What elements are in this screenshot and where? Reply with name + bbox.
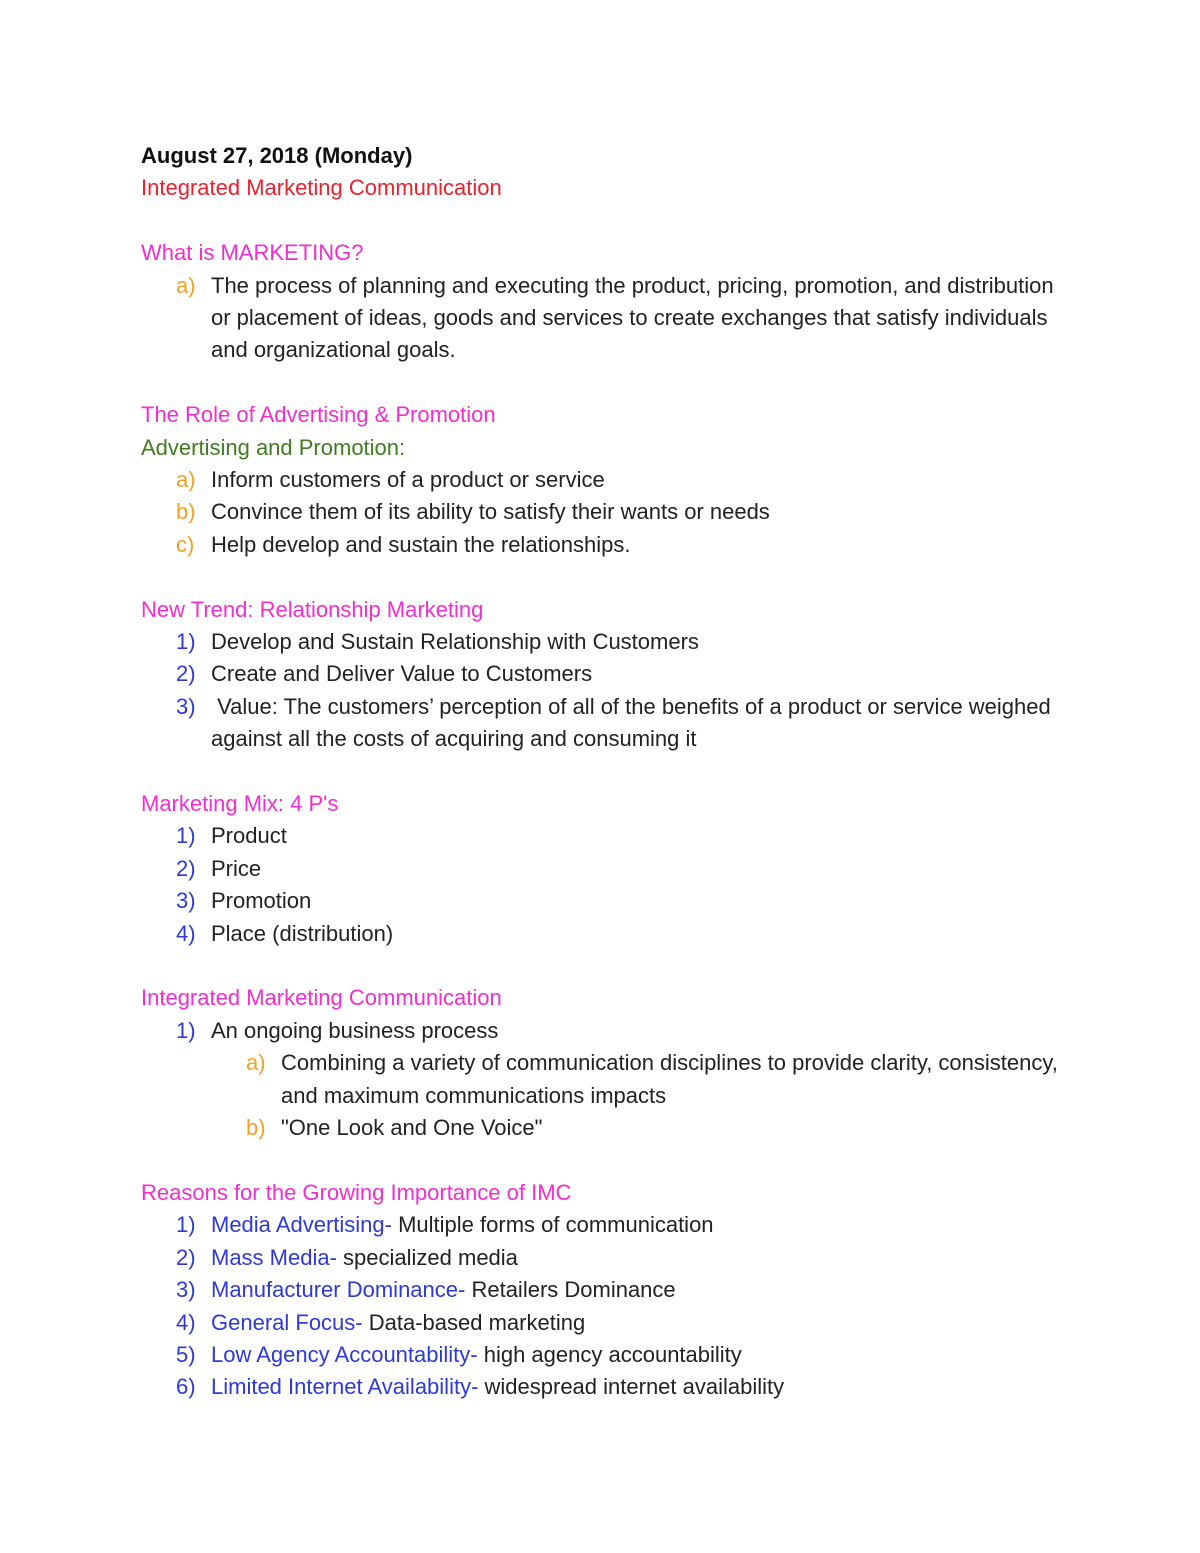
section-subheading: Advertising and Promotion:	[141, 434, 406, 460]
list-item	[141, 1307, 1061, 1339]
list-marker: b)	[176, 499, 196, 525]
list-marker: 4)	[176, 1309, 196, 1335]
section-heading-imc: Integrated Marketing Communication	[141, 985, 502, 1011]
list-item-text: Create and Deliver Value to Customers	[211, 661, 593, 687]
list-item	[141, 820, 1061, 852]
list-item-text: Inform customers of a product or service	[211, 467, 605, 493]
list-item	[141, 464, 1061, 496]
list-item	[141, 1209, 1061, 1241]
list-item-text: The process of planning and executing the product, pricing, promotion, and distribution or placement of ideas, goods and services to create exchanges that satisfy individuals and organizational goals.	[211, 272, 1054, 363]
list-item-desc: high agency accountability	[477, 1341, 742, 1367]
document-body	[141, 140, 1061, 1404]
list-item-term: General Focus-	[211, 1309, 363, 1335]
list-item-text: "One Look and One Voice"	[281, 1115, 543, 1141]
list-item-text	[211, 1339, 1061, 1371]
list-marker: a)	[246, 1050, 266, 1076]
list-item	[141, 885, 1061, 917]
list-item	[141, 658, 1061, 690]
list-marker: 3)	[176, 888, 196, 914]
list-item-desc: specialized media	[336, 1244, 518, 1270]
list-item-text: Convince them of its ability to satisfy their wants or needs	[211, 499, 770, 525]
list-item	[141, 853, 1061, 885]
list-item-text	[211, 1274, 1061, 1306]
list-item-term: Limited Internet Availability-	[211, 1374, 479, 1400]
list-item	[141, 626, 1061, 658]
list-item-text: An ongoing business process	[211, 1017, 499, 1043]
date-heading: August 27, 2018 (Monday)	[141, 143, 413, 168]
list-marker: 1)	[176, 823, 196, 849]
list-marker: a)	[176, 272, 196, 298]
list-marker: 1)	[176, 1017, 196, 1043]
list-item	[141, 691, 1061, 756]
section-heading-advertising: The Role of Advertising & Promotion	[141, 402, 496, 428]
list-marker: 1)	[176, 1212, 196, 1238]
list-marker: 1)	[176, 629, 196, 655]
list-item-term: Mass Media-	[211, 1244, 337, 1270]
list-marker: 5)	[176, 1341, 196, 1367]
list-marker: 2)	[176, 855, 196, 881]
list-item-text: Place (distribution)	[211, 920, 394, 946]
list-item-text: Promotion	[211, 888, 312, 914]
list-marker: 3)	[176, 693, 196, 719]
list-item-term: Manufacturer Dominance-	[211, 1277, 466, 1303]
section-heading-relationship: New Trend: Relationship Marketing	[141, 596, 484, 622]
list-item-text: Develop and Sustain Relationship with Customers	[211, 629, 699, 655]
list-marker: b)	[246, 1115, 266, 1141]
list-item	[141, 1274, 1061, 1306]
list-marker: 2)	[176, 1244, 196, 1270]
section-heading-marketing: What is MARKETING?	[141, 240, 364, 266]
list-item-text: Value: The customers’ perception of all of the benefits of a product or service weighed against all the costs of acquiring and consuming it	[211, 693, 1057, 752]
list-item-text	[211, 1371, 1061, 1403]
list-marker: 4)	[176, 920, 196, 946]
list-marker: a)	[176, 467, 196, 493]
list-item-text: Product	[211, 823, 287, 849]
list-marker: c)	[176, 531, 195, 557]
list-item	[141, 529, 1061, 561]
list-item-desc: widespread internet availability	[478, 1374, 785, 1400]
list-item	[141, 496, 1061, 528]
list-marker: 3)	[176, 1277, 196, 1303]
list-item	[141, 270, 1061, 367]
list-item-desc: Data-based marketing	[362, 1309, 586, 1335]
list-item	[141, 1339, 1061, 1371]
list-item-text: Combining a variety of communication disciplines to provide clarity, consistency, and maximum communications impacts	[281, 1050, 1058, 1108]
list-marker: 2)	[176, 661, 196, 687]
list-item-text	[211, 1242, 1061, 1274]
list-item-term: Low Agency Accountability-	[211, 1341, 478, 1367]
list-item-desc: Multiple forms of communication	[391, 1212, 714, 1238]
list-item	[141, 1242, 1061, 1274]
list-item	[141, 1015, 1061, 1047]
list-item-term: Media Advertising-	[211, 1212, 392, 1238]
list-subitem	[141, 1112, 1061, 1144]
list-item-text: Help develop and sustain the relationships.	[211, 531, 631, 557]
list-item-desc: Retailers Dominance	[465, 1277, 676, 1303]
list-marker: 6)	[176, 1374, 196, 1400]
list-item-text: Price	[211, 855, 262, 881]
document-title: Integrated Marketing Communication	[141, 175, 502, 201]
list-item	[141, 1371, 1061, 1403]
list-item-text	[211, 1307, 1061, 1339]
list-subitem	[141, 1047, 1061, 1112]
list-item	[141, 918, 1061, 950]
list-item-text	[211, 1209, 1061, 1241]
section-heading-marketing-mix: Marketing Mix: 4 P's	[141, 791, 339, 817]
section-heading-reasons: Reasons for the Growing Importance of IMC	[141, 1179, 572, 1205]
